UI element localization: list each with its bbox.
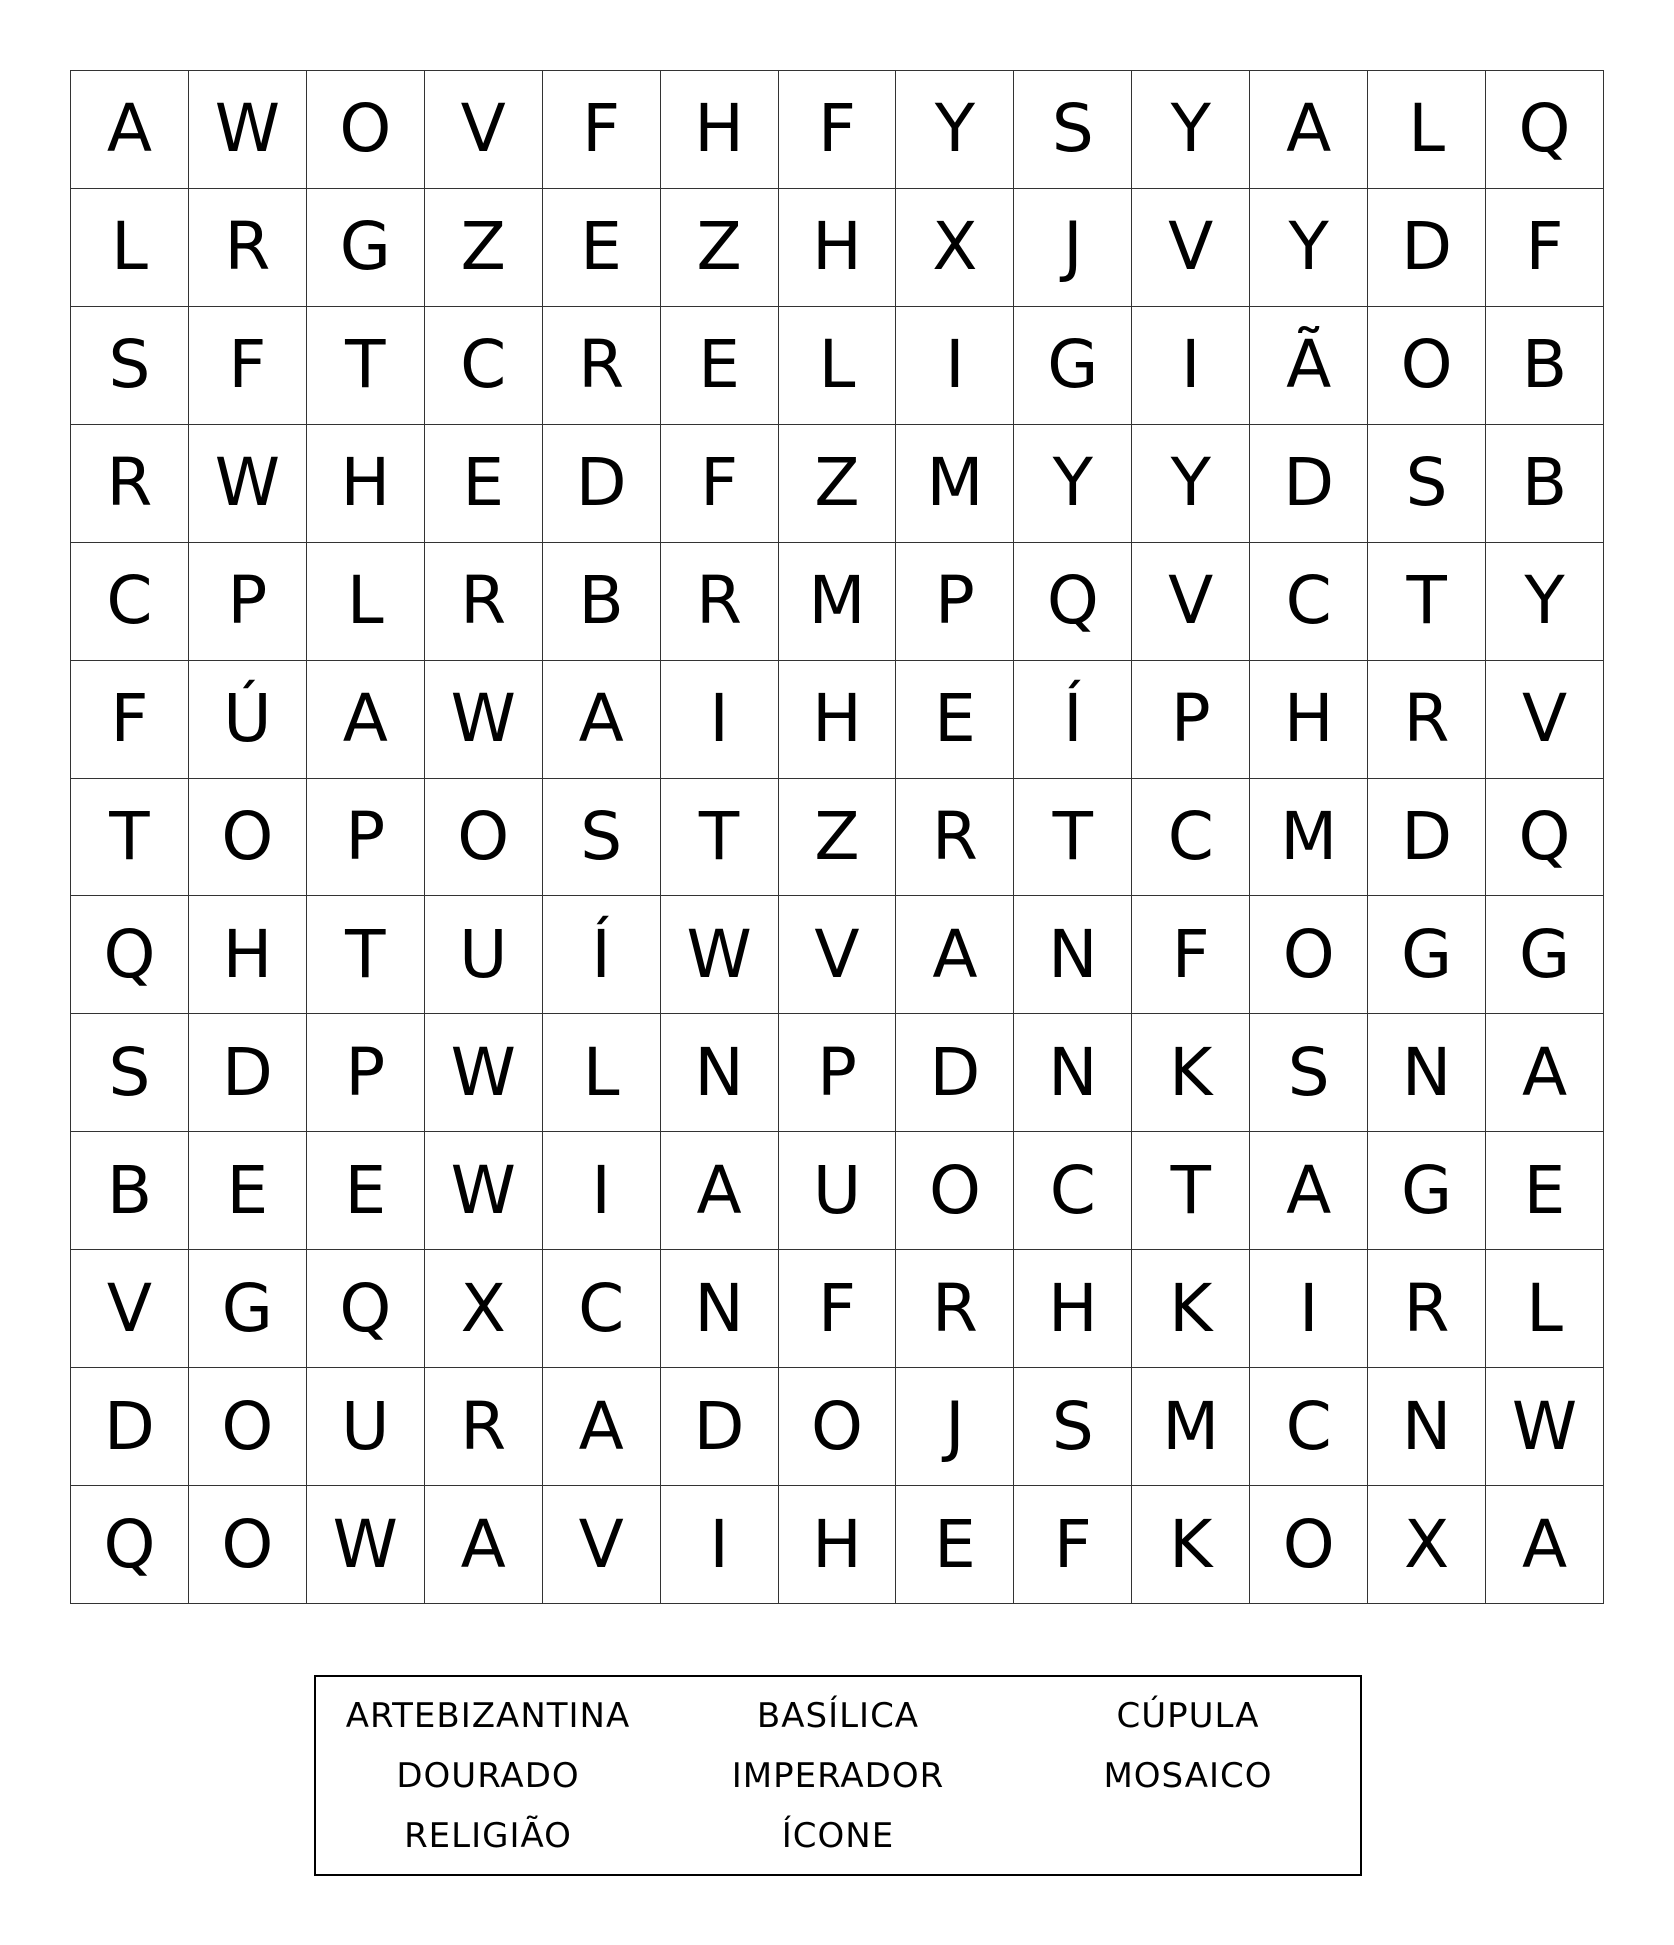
grid-cell[interactable]: D [543,425,661,543]
grid-cell[interactable]: E [189,1132,307,1250]
grid-cell[interactable]: B [71,1132,189,1250]
grid-cell[interactable]: A [543,1368,661,1486]
grid-cell[interactable]: Y [1014,425,1132,543]
grid-cell[interactable]: P [189,543,307,661]
grid-cell[interactable]: Z [661,189,779,307]
grid-cell[interactable]: W [1486,1368,1604,1486]
grid-cell[interactable]: S [543,779,661,897]
grid-cell[interactable]: C [1250,1368,1368,1486]
grid-cell[interactable]: L [1368,71,1486,189]
grid-cell[interactable]: O [189,779,307,897]
grid-cell[interactable]: Q [71,1486,189,1604]
grid-cell[interactable]: V [1132,543,1250,661]
grid-cell[interactable]: W [189,71,307,189]
grid-cell[interactable]: A [1486,1486,1604,1604]
grid-cell[interactable]: T [307,307,425,425]
grid-cell[interactable]: L [543,1014,661,1132]
grid-cell[interactable]: G [189,1250,307,1368]
grid-cell[interactable]: S [1250,1014,1368,1132]
grid-cell[interactable]: E [425,425,543,543]
grid-cell[interactable]: D [896,1014,1014,1132]
grid-cell[interactable]: F [1014,1486,1132,1604]
grid-cell[interactable]: O [1368,307,1486,425]
grid-cell[interactable]: M [779,543,897,661]
grid-cell[interactable]: U [779,1132,897,1250]
grid-cell[interactable]: R [1368,1250,1486,1368]
word-search-grid [70,70,1604,1604]
grid-cell[interactable]: N [1368,1014,1486,1132]
grid-cell[interactable]: Q [1486,71,1604,189]
grid-cell[interactable]: O [189,1486,307,1604]
grid-cell[interactable]: Z [779,425,897,543]
grid-cell[interactable]: F [189,307,307,425]
grid-cell[interactable]: A [896,896,1014,1014]
grid-cell[interactable]: V [1486,661,1604,779]
grid-cell[interactable]: D [71,1368,189,1486]
grid-cell[interactable]: A [543,661,661,779]
grid-cell[interactable]: O [896,1132,1014,1250]
grid-cell[interactable]: F [1132,896,1250,1014]
grid-cell[interactable]: N [661,1014,779,1132]
grid-cell[interactable]: D [189,1014,307,1132]
grid-cell[interactable]: T [661,779,779,897]
grid-cell[interactable]: H [1250,661,1368,779]
grid-cell[interactable]: Y [1250,189,1368,307]
grid-cell[interactable]: L [71,189,189,307]
grid-cell[interactable]: W [661,896,779,1014]
grid-cell[interactable]: H [779,1486,897,1604]
grid-cell[interactable]: A [1486,1014,1604,1132]
grid-cell[interactable]: D [1368,189,1486,307]
grid-cell[interactable]: N [1368,1368,1486,1486]
grid-cell[interactable]: V [71,1250,189,1368]
grid-cell[interactable]: I [661,1486,779,1604]
grid-cell[interactable]: V [779,896,897,1014]
grid-cell[interactable]: S [1368,425,1486,543]
grid-cell[interactable]: S [1014,1368,1132,1486]
grid-cell[interactable]: F [71,661,189,779]
grid-cell[interactable]: H [779,661,897,779]
grid-cell[interactable]: Y [1486,543,1604,661]
grid-cell[interactable]: D [1250,425,1368,543]
grid-cell[interactable]: I [1250,1250,1368,1368]
grid-cell[interactable]: T [71,779,189,897]
grid-cell[interactable]: R [661,543,779,661]
grid-cell[interactable]: C [1250,543,1368,661]
grid-cell[interactable]: M [896,425,1014,543]
word-bank-item: ARTEBIZANTINA [345,1695,631,1736]
grid-cell[interactable]: B [543,543,661,661]
grid-cell[interactable]: W [307,1486,425,1604]
grid-cell[interactable]: L [307,543,425,661]
grid-cell[interactable]: Y [1132,71,1250,189]
grid-cell[interactable]: C [425,307,543,425]
grid-cell[interactable]: Q [71,896,189,1014]
grid-cell[interactable]: M [1132,1368,1250,1486]
grid-cell[interactable]: R [543,307,661,425]
grid-cell[interactable]: O [189,1368,307,1486]
grid-cell[interactable]: H [779,189,897,307]
grid-cell[interactable]: Z [425,189,543,307]
grid-cell[interactable]: T [1014,779,1132,897]
grid-cell[interactable]: R [425,1368,543,1486]
grid-cell[interactable]: Í [1014,661,1132,779]
grid-cell[interactable]: C [1014,1132,1132,1250]
grid-cell[interactable]: I [661,661,779,779]
grid-cell[interactable]: O [425,779,543,897]
grid-cell[interactable]: P [779,1014,897,1132]
grid-cell[interactable]: A [1250,71,1368,189]
grid-cell[interactable]: K [1132,1250,1250,1368]
grid-cell[interactable]: I [543,1132,661,1250]
grid-cell[interactable]: Y [896,71,1014,189]
grid-cell[interactable]: X [425,1250,543,1368]
grid-cell[interactable]: I [1132,307,1250,425]
grid-cell[interactable]: J [1014,189,1132,307]
grid-cell[interactable]: F [1486,189,1604,307]
grid-cell[interactable]: R [425,543,543,661]
grid-cell[interactable]: X [896,189,1014,307]
grid-cell[interactable]: S [71,1014,189,1132]
grid-cell[interactable]: O [1250,1486,1368,1604]
grid-cell[interactable]: N [1014,896,1132,1014]
grid-cell[interactable]: Ú [189,661,307,779]
grid-cell[interactable]: C [543,1250,661,1368]
grid-cell[interactable]: G [1486,896,1604,1014]
grid-cell[interactable]: H [189,896,307,1014]
grid-cell[interactable]: W [425,1014,543,1132]
word-bank-item: CÚPULA [1116,1695,1260,1736]
grid-cell[interactable]: A [307,661,425,779]
grid-cell[interactable]: Q [1014,543,1132,661]
grid-cell[interactable]: G [307,189,425,307]
word-bank [314,1675,1362,1876]
grid-cell[interactable]: G [1368,896,1486,1014]
grid-cell[interactable]: A [1250,1132,1368,1250]
grid-cell[interactable]: F [779,1250,897,1368]
grid-cell[interactable]: L [779,307,897,425]
grid-cell[interactable]: H [307,425,425,543]
grid-cell[interactable]: X [1368,1486,1486,1604]
grid-cell[interactable]: Í [543,896,661,1014]
grid-cell[interactable]: E [307,1132,425,1250]
grid-cell[interactable]: P [307,1014,425,1132]
grid-cell[interactable]: L [1486,1250,1604,1368]
grid-cell[interactable]: V [425,71,543,189]
grid-cell[interactable]: E [661,307,779,425]
grid-cell[interactable]: F [779,71,897,189]
grid-cell[interactable]: D [661,1368,779,1486]
grid-cell[interactable]: V [1132,189,1250,307]
grid-cell[interactable]: G [1014,307,1132,425]
grid-cell[interactable]: T [1368,543,1486,661]
grid-cell[interactable]: U [425,896,543,1014]
grid-cell[interactable]: T [307,896,425,1014]
grid-cell[interactable]: P [307,779,425,897]
grid-cell[interactable]: A [71,71,189,189]
grid-cell[interactable]: K [1132,1014,1250,1132]
grid-cell[interactable]: W [425,661,543,779]
grid-cell[interactable]: F [661,425,779,543]
grid-cell[interactable]: R [71,425,189,543]
grid-cell[interactable]: R [1368,661,1486,779]
word-bank-item: RELIGIÃO [404,1815,572,1856]
word-bank-item: DOURADO [396,1755,580,1796]
grid-cell[interactable]: P [896,543,1014,661]
grid-cell[interactable]: O [779,1368,897,1486]
grid-cell[interactable]: F [543,71,661,189]
grid-cell[interactable]: E [896,1486,1014,1604]
word-bank-item: ÍCONE [781,1815,895,1856]
grid-cell[interactable]: G [1368,1132,1486,1250]
grid-cell[interactable]: I [896,307,1014,425]
grid-cell[interactable]: N [1014,1014,1132,1132]
grid-cell[interactable]: A [661,1132,779,1250]
grid-cell[interactable]: C [71,543,189,661]
grid-cell[interactable]: O [307,71,425,189]
grid-cell[interactable]: J [896,1368,1014,1486]
grid-cell[interactable]: O [1250,896,1368,1014]
grid-cell[interactable]: Q [1486,779,1604,897]
grid-cell[interactable]: V [543,1486,661,1604]
grid-cell[interactable]: E [543,189,661,307]
grid-cell[interactable]: R [189,189,307,307]
grid-cell[interactable]: T [1132,1132,1250,1250]
grid-cell[interactable]: W [189,425,307,543]
word-bank-item: MOSAICO [1103,1755,1273,1796]
grid-cell[interactable]: E [1486,1132,1604,1250]
word-bank-item: BASÍLICA [756,1695,920,1736]
grid-cell[interactable]: S [71,307,189,425]
grid-cell[interactable]: Q [307,1250,425,1368]
grid-cell[interactable]: U [307,1368,425,1486]
grid-cell[interactable]: W [425,1132,543,1250]
grid-cell[interactable]: Y [1132,425,1250,543]
grid-cell[interactable]: Z [779,779,897,897]
grid-cell[interactable]: M [1250,779,1368,897]
grid-cell[interactable]: A [425,1486,543,1604]
grid-cell[interactable]: R [896,1250,1014,1368]
grid-cell[interactable]: K [1132,1486,1250,1604]
grid-cell[interactable]: H [1014,1250,1132,1368]
grid-cell[interactable]: Ã [1250,307,1368,425]
grid-cell[interactable]: S [1014,71,1132,189]
grid-cell[interactable]: N [661,1250,779,1368]
grid-cell[interactable]: D [1368,779,1486,897]
grid-cell[interactable]: B [1486,425,1604,543]
grid-cell[interactable]: E [896,661,1014,779]
grid-cell[interactable]: C [1132,779,1250,897]
grid-cell[interactable]: R [896,779,1014,897]
grid-cell[interactable]: P [1132,661,1250,779]
word-bank-item: IMPERADOR [731,1755,945,1796]
grid-cell[interactable]: B [1486,307,1604,425]
grid-cell[interactable]: H [661,71,779,189]
